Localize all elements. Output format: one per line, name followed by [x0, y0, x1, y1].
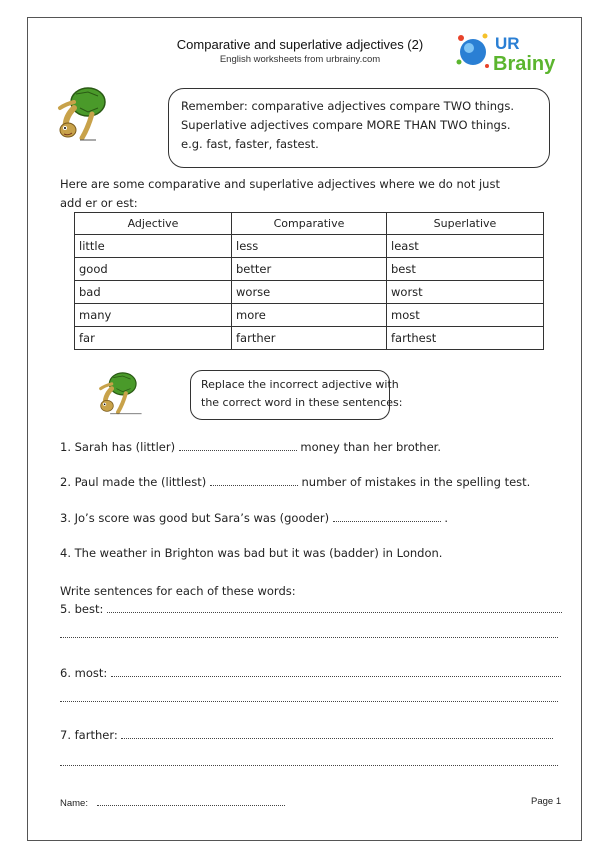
table-row — [75, 304, 544, 327]
table-row — [75, 281, 544, 304]
table-cell: farther — [232, 327, 387, 350]
table-cell: most — [387, 304, 544, 327]
writing-item-best: 5. best: — [60, 602, 562, 616]
question-1: 1. Sarah has (littler) money than her brother. — [60, 440, 441, 454]
table-cell: least — [387, 235, 544, 258]
column-header-superlative: Superlative — [387, 213, 544, 235]
instruction-line: the correct word in these sentences: — [201, 396, 403, 409]
svg-text:UR: UR — [495, 34, 520, 53]
reminder-line: Remember: comparative adjectives compare TWO things. — [181, 99, 515, 113]
question-4: 4. The weather in Brighton was bad but it was (badder) in London. — [60, 546, 443, 560]
table-header-row — [75, 213, 544, 235]
table-row — [75, 235, 544, 258]
instruction-speech-bubble — [190, 370, 403, 420]
intro-text — [60, 175, 530, 213]
writing-heading: Write sentences for each of these words: — [60, 584, 296, 598]
table-cell: little — [75, 235, 232, 258]
table-cell: less — [232, 235, 387, 258]
instruction-line: Replace the incorrect adjective with — [201, 378, 399, 391]
answer-line[interactable] — [60, 636, 558, 638]
answer-line[interactable] — [107, 603, 562, 613]
turtle-mascot-icon — [52, 78, 112, 148]
name-label: Name: — [60, 798, 88, 809]
reminder-speech-bubble — [168, 88, 550, 168]
answer-line[interactable] — [111, 667, 561, 677]
table-cell: bad — [75, 281, 232, 304]
table-cell: far — [75, 327, 232, 350]
adjective-table — [74, 212, 544, 350]
writing-item-farther: 7. farther: — [60, 728, 553, 742]
name-blank[interactable] — [97, 796, 285, 806]
answer-line[interactable] — [121, 729, 553, 739]
table-cell: farthest — [387, 327, 544, 350]
intro-line: add er or est: — [60, 196, 138, 210]
question-3: 3. Jo’s score was good but Sara’s was (gooder) . — [60, 511, 449, 525]
table-row — [75, 327, 544, 350]
urbrainy-logo — [455, 28, 575, 76]
svg-text:Brainy: Brainy — [493, 53, 556, 75]
table-cell: good — [75, 258, 232, 281]
table-row — [75, 258, 544, 281]
turtle-mascot-icon — [94, 365, 142, 420]
answer-line[interactable] — [60, 764, 558, 766]
column-header-comparative: Comparative — [232, 213, 387, 235]
table-cell: worst — [387, 281, 544, 304]
answer-line[interactable] — [60, 700, 558, 702]
writing-item-most: 6. most: — [60, 666, 561, 680]
worksheet-title: Comparative and superlative adjectives (2) — [176, 37, 424, 52]
column-header-adjective: Adjective — [75, 213, 232, 235]
reminder-line: Superlative adjectives compare MORE THAN TWO things. — [181, 118, 511, 132]
worksheet-subtitle: English worksheets from urbrainy.com — [219, 54, 381, 65]
page-number: Page 1 — [531, 796, 562, 807]
reminder-line: e.g. fast, faster, fastest. — [181, 137, 319, 151]
table-cell: better — [232, 258, 387, 281]
intro-line: Here are some comparative and superlative adjectives where we do not just — [60, 177, 500, 191]
answer-blank[interactable] — [210, 476, 298, 486]
table-cell: best — [387, 258, 544, 281]
table-cell: worse — [232, 281, 387, 304]
table-cell: more — [232, 304, 387, 327]
answer-blank[interactable] — [179, 441, 297, 451]
answer-blank[interactable] — [333, 512, 441, 522]
name-field — [60, 796, 285, 809]
table-cell: many — [75, 304, 232, 327]
question-2: 2. Paul made the (littlest) number of mistakes in the spelling test. — [60, 475, 531, 489]
